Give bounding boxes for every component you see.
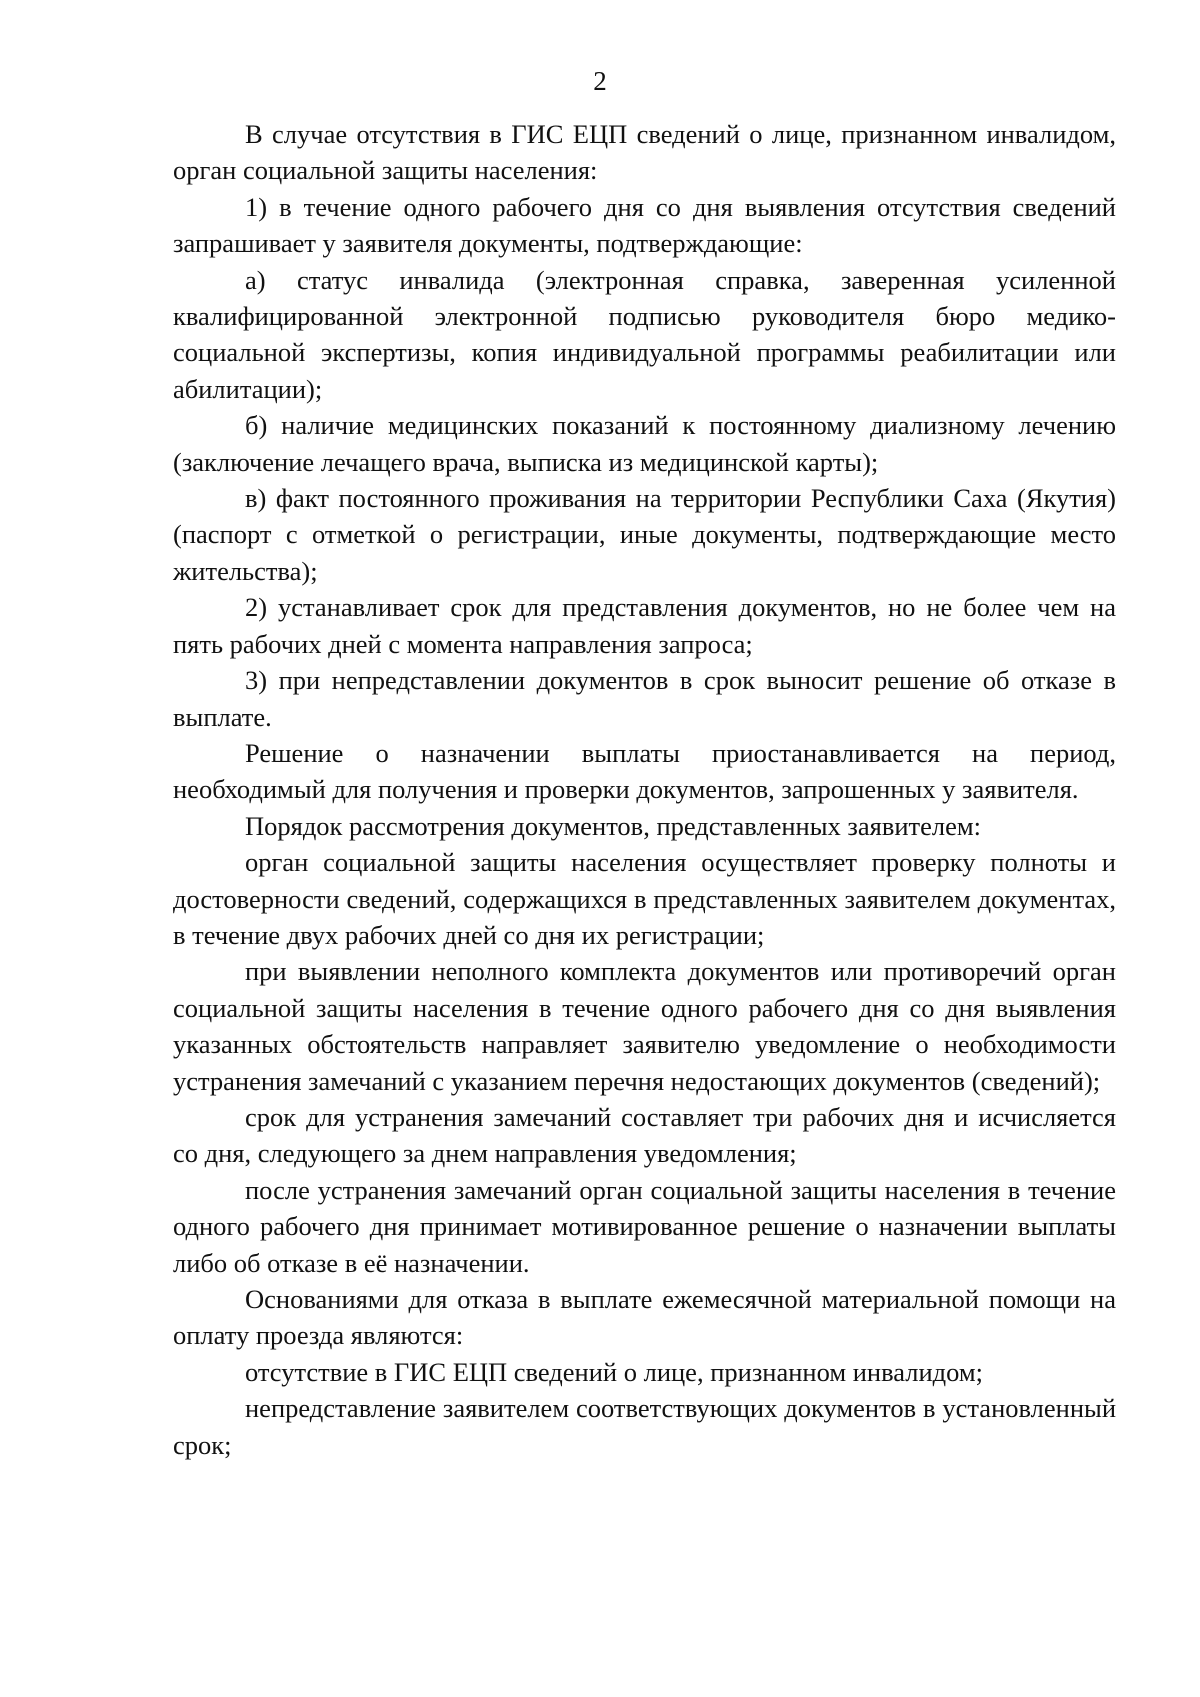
paragraph: непредставление заявителем соответствующих документов в установленный срок; xyxy=(173,1393,1116,1460)
paragraph: Решение о назначении выплаты приостанавливается на период, необходимый для получения и проверки документов, запрошенных у заявителя. xyxy=(173,737,1116,805)
paragraph: 3) при непредставлении документов в срок выносит решение об отказе в выплате. xyxy=(173,665,1116,732)
page-number: 2 xyxy=(593,66,607,96)
paragraph: орган социальной защиты населения осуществляет проверку полноты и достоверности сведений, содержащихся в представленных заявителем документах, в течение двух рабочих дней со дня их регистрации; xyxy=(173,847,1116,950)
paragraph: срок для устранения замечаний составляет три рабочих дня и исчисляется со дня, следующего за днем направления уведомления; xyxy=(173,1101,1116,1169)
document-body xyxy=(173,116,1116,1463)
paragraph: в) факт постоянного проживания на территории Республики Саха (Якутия) (паспорт с отметкой о регистрации, иные документы, подтверждающие место жительства); xyxy=(173,483,1116,586)
paragraph: 1) в течение одного рабочего дня со дня выявления отсутствия сведений запрашивает у заявителя документы, подтверждающие: xyxy=(173,191,1116,259)
paragraph: отсутствие в ГИС ЕЦП сведений о лице, признанном инвалидом; xyxy=(245,1356,984,1387)
paragraph: Порядок рассмотрения документов, представленных заявителем: xyxy=(245,810,981,841)
paragraph: В случае отсутствия в ГИС ЕЦП сведений о лице, признанном инвалидом, орган социальной защиты населения: xyxy=(173,119,1116,186)
paragraph: при выявлении неполного комплекта документов или противоречий орган социальной защиты населения в течение одного рабочего дня со дня выявления указанных обстоятельств направляет заявителю уведомление о необходимости устранения замечаний с указанием перечня недостающих документов (сведений); xyxy=(173,956,1116,1096)
paragraph: Основаниями для отказа в выплате ежемесячной материальной помощи на оплату проезда являются: xyxy=(173,1284,1116,1351)
paragraph: после устранения замечаний орган социальной защиты населения в течение одного рабочего дня принимает мотивированное решение о назначении выплаты либо об отказе в её назначении. xyxy=(173,1174,1116,1278)
paragraph: 2) устанавливает срок для представления документов, но не более чем на пять рабочих дней с момента направления запроса; xyxy=(173,592,1116,659)
paragraph: б) наличие медицинских показаний к постоянному диализному лечению (заключение лечащего врача, выписка из медицинской карты); xyxy=(173,410,1116,477)
paragraph: а) статус инвалида (электронная справка, заверенная усиленной квалифицированной электронной подписью руководителя бюро медико-социальной экспертизы, копия индивидуальной программы реабилитации или абилитации); xyxy=(173,264,1116,404)
